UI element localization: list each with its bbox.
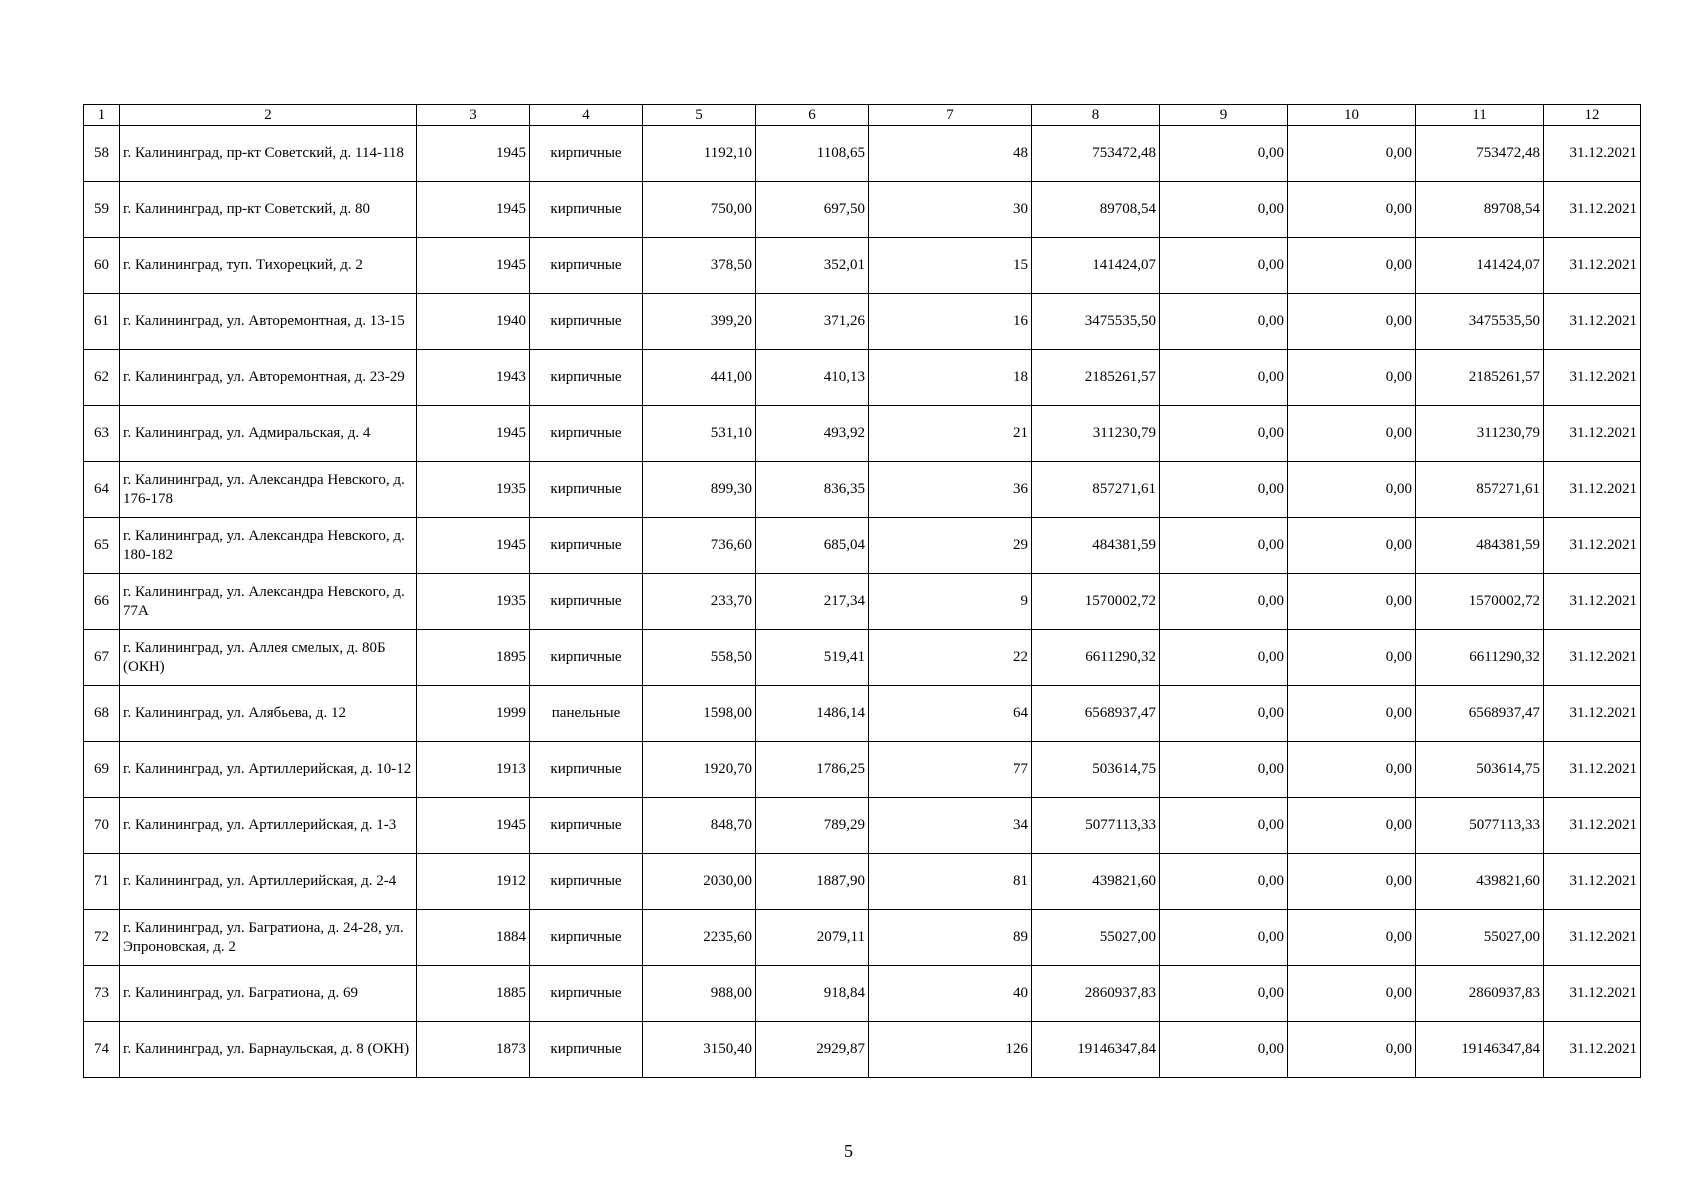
cell-row-index: 72	[84, 910, 120, 966]
cell-living-area: 352,01	[756, 238, 869, 294]
cell-total-area: 399,20	[643, 294, 756, 350]
cell-fund-2: 0,00	[1288, 742, 1416, 798]
cell-fund-1: 0,00	[1160, 294, 1288, 350]
cell-year-built: 1873	[417, 1022, 530, 1078]
cell-living-area: 2079,11	[756, 910, 869, 966]
cell-fund-2: 0,00	[1288, 798, 1416, 854]
cell-cost-total: 6611290,32	[1032, 630, 1160, 686]
cell-wall-material: кирпичные	[530, 294, 643, 350]
table-body	[84, 126, 1641, 1078]
cell-year-built: 1999	[417, 686, 530, 742]
cell-fund-2: 0,00	[1288, 630, 1416, 686]
cell-cost-total: 484381,59	[1032, 518, 1160, 574]
cell-fund-2: 0,00	[1288, 910, 1416, 966]
cell-living-area: 1786,25	[756, 742, 869, 798]
table-row	[84, 1022, 1641, 1078]
cell-completion-date: 31.12.2021	[1544, 910, 1641, 966]
cell-living-area: 1887,90	[756, 854, 869, 910]
cell-fund-owners: 311230,79	[1416, 406, 1544, 462]
cell-address: г. Калининград, ул. Багратиона, д. 69	[120, 966, 417, 1022]
cell-fund-1: 0,00	[1160, 574, 1288, 630]
cell-fund-owners: 3475535,50	[1416, 294, 1544, 350]
table-header	[84, 105, 1641, 126]
cell-year-built: 1912	[417, 854, 530, 910]
cell-living-area: 697,50	[756, 182, 869, 238]
cell-fund-2: 0,00	[1288, 686, 1416, 742]
table-row	[84, 686, 1641, 742]
table-row	[84, 350, 1641, 406]
cell-year-built: 1943	[417, 350, 530, 406]
cell-residents: 36	[869, 462, 1032, 518]
cell-row-index: 69	[84, 742, 120, 798]
column-header: 11	[1416, 105, 1544, 126]
cell-cost-total: 141424,07	[1032, 238, 1160, 294]
cell-fund-owners: 5077113,33	[1416, 798, 1544, 854]
cell-residents: 9	[869, 574, 1032, 630]
cell-cost-total: 3475535,50	[1032, 294, 1160, 350]
cell-total-area: 1920,70	[643, 742, 756, 798]
cell-residents: 29	[869, 518, 1032, 574]
cell-address: г. Калининград, ул. Авторемонтная, д. 13-15	[120, 294, 417, 350]
cell-residents: 15	[869, 238, 1032, 294]
cell-address: г. Калининград, ул. Алябьева, д. 12	[120, 686, 417, 742]
cell-wall-material: кирпичные	[530, 854, 643, 910]
table-row	[84, 854, 1641, 910]
cell-completion-date: 31.12.2021	[1544, 966, 1641, 1022]
cell-fund-2: 0,00	[1288, 238, 1416, 294]
table-row	[84, 574, 1641, 630]
cell-fund-2: 0,00	[1288, 182, 1416, 238]
cell-residents: 89	[869, 910, 1032, 966]
cell-cost-total: 439821,60	[1032, 854, 1160, 910]
table-row	[84, 966, 1641, 1022]
cell-address: г. Калининград, ул. Авторемонтная, д. 23-29	[120, 350, 417, 406]
table-row	[84, 294, 1641, 350]
cell-fund-2: 0,00	[1288, 966, 1416, 1022]
cell-residents: 77	[869, 742, 1032, 798]
cell-living-area: 519,41	[756, 630, 869, 686]
cell-wall-material: кирпичные	[530, 910, 643, 966]
cell-living-area: 2929,87	[756, 1022, 869, 1078]
cell-wall-material: панельные	[530, 686, 643, 742]
cell-living-area: 789,29	[756, 798, 869, 854]
cell-residents: 48	[869, 126, 1032, 182]
cell-total-area: 848,70	[643, 798, 756, 854]
cell-cost-total: 503614,75	[1032, 742, 1160, 798]
cell-fund-1: 0,00	[1160, 238, 1288, 294]
column-header: 7	[869, 105, 1032, 126]
cell-row-index: 71	[84, 854, 120, 910]
cell-wall-material: кирпичные	[530, 518, 643, 574]
cell-row-index: 64	[84, 462, 120, 518]
cell-living-area: 685,04	[756, 518, 869, 574]
cell-residents: 16	[869, 294, 1032, 350]
table-row	[84, 798, 1641, 854]
cell-row-index: 61	[84, 294, 120, 350]
cell-completion-date: 31.12.2021	[1544, 854, 1641, 910]
cell-total-area: 899,30	[643, 462, 756, 518]
cell-completion-date: 31.12.2021	[1544, 294, 1641, 350]
cell-cost-total: 1570002,72	[1032, 574, 1160, 630]
column-header: 2	[120, 105, 417, 126]
cell-row-index: 65	[84, 518, 120, 574]
cell-fund-1: 0,00	[1160, 966, 1288, 1022]
cell-living-area: 410,13	[756, 350, 869, 406]
cell-row-index: 68	[84, 686, 120, 742]
cell-fund-owners: 6611290,32	[1416, 630, 1544, 686]
cell-completion-date: 31.12.2021	[1544, 126, 1641, 182]
cell-total-area: 378,50	[643, 238, 756, 294]
cell-completion-date: 31.12.2021	[1544, 238, 1641, 294]
cell-fund-1: 0,00	[1160, 1022, 1288, 1078]
cell-residents: 81	[869, 854, 1032, 910]
column-header: 1	[84, 105, 120, 126]
table-row	[84, 518, 1641, 574]
cell-cost-total: 2185261,57	[1032, 350, 1160, 406]
column-number-row	[84, 105, 1641, 126]
cell-fund-2: 0,00	[1288, 462, 1416, 518]
cell-row-index: 62	[84, 350, 120, 406]
cell-address: г. Калининград, туп. Тихорецкий, д. 2	[120, 238, 417, 294]
column-header: 3	[417, 105, 530, 126]
cell-wall-material: кирпичные	[530, 798, 643, 854]
cell-fund-owners: 89708,54	[1416, 182, 1544, 238]
cell-address: г. Калининград, пр-кт Советский, д. 114-118	[120, 126, 417, 182]
cell-fund-owners: 503614,75	[1416, 742, 1544, 798]
cell-row-index: 70	[84, 798, 120, 854]
cell-fund-1: 0,00	[1160, 518, 1288, 574]
cell-row-index: 67	[84, 630, 120, 686]
cell-row-index: 58	[84, 126, 120, 182]
cell-total-area: 2235,60	[643, 910, 756, 966]
column-header: 4	[530, 105, 643, 126]
cell-fund-owners: 857271,61	[1416, 462, 1544, 518]
table-row	[84, 406, 1641, 462]
cell-row-index: 59	[84, 182, 120, 238]
cell-fund-owners: 1570002,72	[1416, 574, 1544, 630]
cell-living-area: 217,34	[756, 574, 869, 630]
cell-residents: 21	[869, 406, 1032, 462]
cell-fund-owners: 141424,07	[1416, 238, 1544, 294]
cell-row-index: 66	[84, 574, 120, 630]
cell-total-area: 988,00	[643, 966, 756, 1022]
cell-fund-1: 0,00	[1160, 798, 1288, 854]
cell-cost-total: 19146347,84	[1032, 1022, 1160, 1078]
cell-living-area: 1108,65	[756, 126, 869, 182]
table-row	[84, 126, 1641, 182]
cell-year-built: 1935	[417, 574, 530, 630]
cell-total-area: 2030,00	[643, 854, 756, 910]
cell-fund-1: 0,00	[1160, 126, 1288, 182]
cell-cost-total: 857271,61	[1032, 462, 1160, 518]
cell-fund-owners: 19146347,84	[1416, 1022, 1544, 1078]
cell-wall-material: кирпичные	[530, 238, 643, 294]
cell-living-area: 1486,14	[756, 686, 869, 742]
cell-completion-date: 31.12.2021	[1544, 1022, 1641, 1078]
cell-year-built: 1945	[417, 126, 530, 182]
cell-year-built: 1884	[417, 910, 530, 966]
cell-wall-material: кирпичные	[530, 126, 643, 182]
cell-row-index: 73	[84, 966, 120, 1022]
cell-address: г. Калининград, ул. Барнаульская, д. 8 (ОКН)	[120, 1022, 417, 1078]
cell-address: г. Калининград, ул. Артиллерийская, д. 2-4	[120, 854, 417, 910]
cell-residents: 126	[869, 1022, 1032, 1078]
cell-row-index: 60	[84, 238, 120, 294]
column-header: 5	[643, 105, 756, 126]
cell-completion-date: 31.12.2021	[1544, 574, 1641, 630]
cell-wall-material: кирпичные	[530, 1022, 643, 1078]
cell-total-area: 1598,00	[643, 686, 756, 742]
cell-address: г. Калининград, ул. Артиллерийская, д. 10-12	[120, 742, 417, 798]
cell-wall-material: кирпичные	[530, 630, 643, 686]
housing-register-table	[83, 104, 1641, 1078]
cell-fund-1: 0,00	[1160, 406, 1288, 462]
cell-fund-2: 0,00	[1288, 350, 1416, 406]
cell-completion-date: 31.12.2021	[1544, 350, 1641, 406]
cell-living-area: 493,92	[756, 406, 869, 462]
cell-wall-material: кирпичные	[530, 966, 643, 1022]
column-header: 12	[1544, 105, 1641, 126]
cell-year-built: 1945	[417, 238, 530, 294]
cell-address: г. Калининград, ул. Аллея смелых, д. 80Б (ОКН)	[120, 630, 417, 686]
cell-fund-owners: 753472,48	[1416, 126, 1544, 182]
cell-address: г. Калининград, ул. Багратиона, д. 24-28, ул. Эпроновская, д. 2	[120, 910, 417, 966]
cell-address: г. Калининград, ул. Александра Невского, д. 77А	[120, 574, 417, 630]
cell-fund-2: 0,00	[1288, 854, 1416, 910]
cell-cost-total: 55027,00	[1032, 910, 1160, 966]
cell-fund-2: 0,00	[1288, 574, 1416, 630]
cell-cost-total: 2860937,83	[1032, 966, 1160, 1022]
cell-completion-date: 31.12.2021	[1544, 518, 1641, 574]
column-header: 8	[1032, 105, 1160, 126]
cell-completion-date: 31.12.2021	[1544, 182, 1641, 238]
cell-wall-material: кирпичные	[530, 182, 643, 238]
cell-year-built: 1945	[417, 182, 530, 238]
cell-fund-owners: 484381,59	[1416, 518, 1544, 574]
cell-total-area: 1192,10	[643, 126, 756, 182]
cell-residents: 64	[869, 686, 1032, 742]
cell-row-index: 74	[84, 1022, 120, 1078]
cell-total-area: 736,60	[643, 518, 756, 574]
cell-completion-date: 31.12.2021	[1544, 798, 1641, 854]
cell-completion-date: 31.12.2021	[1544, 742, 1641, 798]
cell-residents: 18	[869, 350, 1032, 406]
cell-fund-1: 0,00	[1160, 350, 1288, 406]
cell-wall-material: кирпичные	[530, 574, 643, 630]
cell-fund-2: 0,00	[1288, 126, 1416, 182]
cell-fund-1: 0,00	[1160, 742, 1288, 798]
page-number: 5	[844, 1141, 853, 1161]
cell-address: г. Калининград, ул. Александра Невского, д. 176-178	[120, 462, 417, 518]
cell-fund-2: 0,00	[1288, 294, 1416, 350]
column-header: 10	[1288, 105, 1416, 126]
cell-year-built: 1895	[417, 630, 530, 686]
cell-row-index: 63	[84, 406, 120, 462]
cell-year-built: 1940	[417, 294, 530, 350]
cell-total-area: 750,00	[643, 182, 756, 238]
cell-residents: 30	[869, 182, 1032, 238]
cell-fund-1: 0,00	[1160, 182, 1288, 238]
cell-total-area: 3150,40	[643, 1022, 756, 1078]
cell-total-area: 441,00	[643, 350, 756, 406]
cell-living-area: 371,26	[756, 294, 869, 350]
table-row	[84, 462, 1641, 518]
cell-address: г. Калининград, ул. Адмиральская, д. 4	[120, 406, 417, 462]
cell-fund-owners: 439821,60	[1416, 854, 1544, 910]
table-row	[84, 742, 1641, 798]
cell-completion-date: 31.12.2021	[1544, 462, 1641, 518]
cell-address: г. Калининград, ул. Александра Невского, д. 180-182	[120, 518, 417, 574]
cell-fund-owners: 6568937,47	[1416, 686, 1544, 742]
cell-living-area: 918,84	[756, 966, 869, 1022]
cell-year-built: 1945	[417, 406, 530, 462]
cell-year-built: 1935	[417, 462, 530, 518]
column-header: 9	[1160, 105, 1288, 126]
cell-fund-owners: 55027,00	[1416, 910, 1544, 966]
table-row	[84, 238, 1641, 294]
cell-year-built: 1913	[417, 742, 530, 798]
cell-year-built: 1945	[417, 518, 530, 574]
cell-residents: 22	[869, 630, 1032, 686]
cell-wall-material: кирпичные	[530, 462, 643, 518]
cell-living-area: 836,35	[756, 462, 869, 518]
cell-fund-1: 0,00	[1160, 854, 1288, 910]
cell-cost-total: 5077113,33	[1032, 798, 1160, 854]
cell-cost-total: 753472,48	[1032, 126, 1160, 182]
cell-cost-total: 6568937,47	[1032, 686, 1160, 742]
cell-total-area: 233,70	[643, 574, 756, 630]
cell-year-built: 1885	[417, 966, 530, 1022]
cell-completion-date: 31.12.2021	[1544, 630, 1641, 686]
cell-address: г. Калининград, пр-кт Советский, д. 80	[120, 182, 417, 238]
cell-fund-1: 0,00	[1160, 462, 1288, 518]
cell-wall-material: кирпичные	[530, 350, 643, 406]
cell-fund-1: 0,00	[1160, 630, 1288, 686]
cell-residents: 40	[869, 966, 1032, 1022]
cell-completion-date: 31.12.2021	[1544, 686, 1641, 742]
cell-wall-material: кирпичные	[530, 406, 643, 462]
cell-cost-total: 311230,79	[1032, 406, 1160, 462]
cell-fund-1: 0,00	[1160, 910, 1288, 966]
table-row	[84, 182, 1641, 238]
cell-fund-1: 0,00	[1160, 686, 1288, 742]
cell-fund-2: 0,00	[1288, 406, 1416, 462]
cell-fund-owners: 2860937,83	[1416, 966, 1544, 1022]
cell-year-built: 1945	[417, 798, 530, 854]
table-row	[84, 630, 1641, 686]
cell-completion-date: 31.12.2021	[1544, 406, 1641, 462]
cell-wall-material: кирпичные	[530, 742, 643, 798]
cell-fund-2: 0,00	[1288, 518, 1416, 574]
cell-residents: 34	[869, 798, 1032, 854]
table-row	[84, 910, 1641, 966]
cell-total-area: 558,50	[643, 630, 756, 686]
cell-fund-2: 0,00	[1288, 1022, 1416, 1078]
cell-cost-total: 89708,54	[1032, 182, 1160, 238]
cell-fund-owners: 2185261,57	[1416, 350, 1544, 406]
cell-address: г. Калининград, ул. Артиллерийская, д. 1-3	[120, 798, 417, 854]
cell-total-area: 531,10	[643, 406, 756, 462]
column-header: 6	[756, 105, 869, 126]
